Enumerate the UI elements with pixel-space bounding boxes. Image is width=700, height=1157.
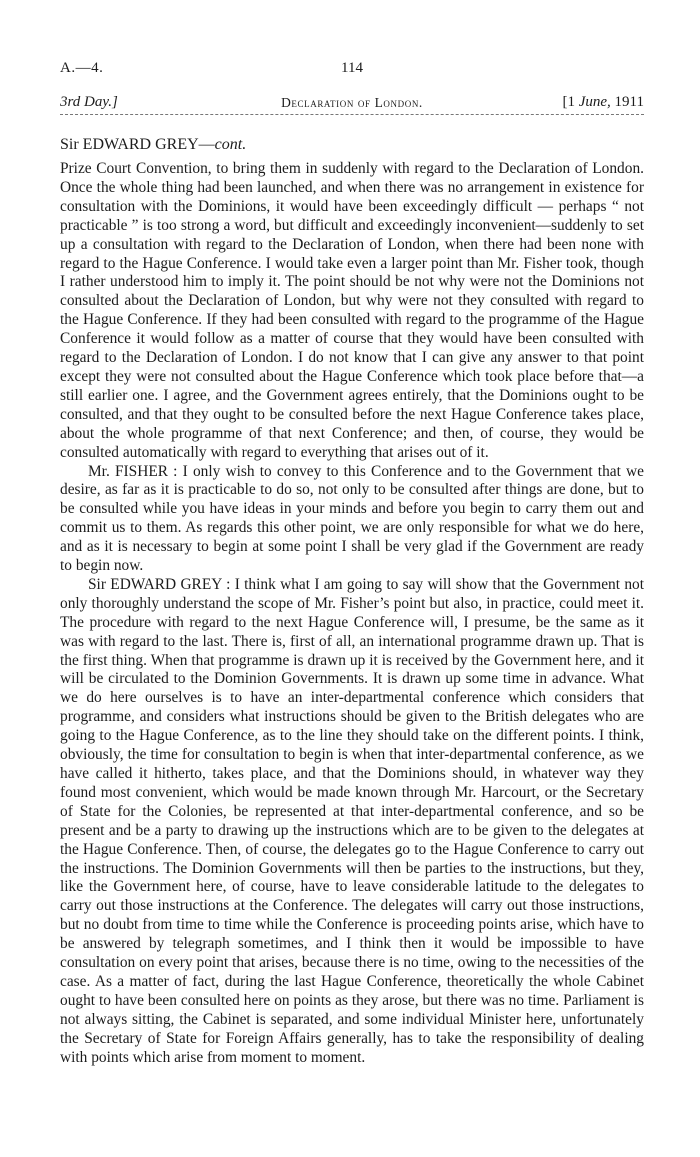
running-head-date-bracket: [1	[562, 94, 579, 110]
running-head-date-month: June,	[578, 94, 611, 110]
page-number: 114	[341, 60, 363, 76]
speaker-name: Mr. FISHER :	[88, 462, 178, 480]
paragraph	[60, 576, 644, 1068]
paragraph	[60, 160, 644, 463]
speaker-name: Sir EDWARD GREY :	[88, 575, 231, 593]
speaker-continuation-name: Sir EDWARD GREY—	[60, 136, 215, 153]
speaker-continuation-heading	[60, 136, 246, 154]
paragraph-text: I think what I am going to say will show that the Government not only thoroughly understand the scope of Mr. Fisher’s point but also, in practice, could meet it. The procedure with regard to the next Hague Conference will, I presume, be the same as it was with regard to the last. There is, first of all, an international programme drawn up. That is the first thing. When that programme is drawn up it is received by the Government here, and it will be circulated to the Dominion Governments. It is drawn up some time in advance. What we do here ourselves is to have an inter-departmental conference which considers that programme, and considers what instructions should be given to the British delegates who are going to the Hague Conference, as to the line they should take on the different points. I think, obviously, the time for consultation to begin is when that inter-departmental conference, as we have called it hitherto, takes place, and that the Dominions should, in whatever way they found most convenient, which would be made known through Mr. Harcourt, or the Secretary of State for the Colonies, be represented at that inter-departmental conference, and so be present and be a party to drawing up the instructions which are to be given to the delegates at the Hague Conference. Then, of course, the delegates go to the Hague Conference to carry out the instructions. The Dominion Governments will then be parties to the instructions, but they, like the Government here, of course, have to leave considerable latitude to the delegates to carry out those instructions at the Conference. The delegates will carry out those instructions, but no doubt from time to time while the Conference is proceeding points arise, which have to be answered by telegraph sometimes, and I think then it would be impossible to have consultation on every point that arises, because there is no time, owing to the necessities of the case. As a matter of fact, during the last Hague Conference, theoretically the whole Cabinet ought to have been consulted here on points as they arose, but there was no time. Parliament is not always sitting, the Cabinet is separated, and some individual Minister here, unfortunately the Secretary of State for Foreign Affairs generally, has to take the responsibility of dealing with points which arise from moment to moment.	[60, 575, 645, 1066]
running-head-title: Declaration of London.	[281, 95, 423, 110]
running-head	[60, 94, 644, 115]
running-head-day: 3rd Day.]	[60, 94, 118, 110]
page-top-line	[60, 60, 644, 74]
paragraph-text: Prize Court Convention, to bring them in suddenly with regard to the Declaration of London. Once the whole thing had been launched, and when there was no arrangement in existence for consultation with the Dominions, it would have been exceedingly difficult — perhaps “ not practicable ” is too strong a word, but difficult and exceedingly inconvenient—suddenly to set up a consultation with regard to the Declaration of London, when there had been none with regard to the Hague Conference. I would take even a larger point than Mr. Fisher took, though I rather understood him to imply it. The point should be not why were not the Dominions not consulted about the Declaration of London, but why were not they consulted with regard to the Hague Conference. If they had been consulted with regard to the programme of the Hague Conference it would follow as a matter of course that they would have been consulted with regard to the Declaration of London. I do not know that I can give any answer to that point except they were not consulted about the Hague Conference which took place before that—a still earlier one. I agree, and the Government agrees entirely, that the Dominions ought to be consulted, and that they ought to be consulted before the next Hague Conference takes place, about the whole programme of that next Conference; and then, of course, they would be consulted automatically with regard to everything that arises out of it.	[60, 160, 644, 461]
speaker-continuation-suffix: cont.	[214, 136, 247, 153]
running-head-date-year: 1911	[610, 94, 644, 110]
body-text	[60, 160, 644, 1068]
paragraph-text: I only wish to convey to this Conference and to the Government that we desire, as far as it is practicable to do so, not only to be consulted after things are done, but to be consulted while you have ideas in your minds and before you begin to carry them out and commit us to them. As regards this other point, we are only responsible for what we do here, and as it is necessary to begin at some point I shall be very glad if the Government are ready to begin now.	[60, 462, 644, 575]
running-head-date	[562, 94, 644, 111]
paragraph	[60, 463, 644, 576]
page-reference: A.—4.	[60, 60, 104, 76]
